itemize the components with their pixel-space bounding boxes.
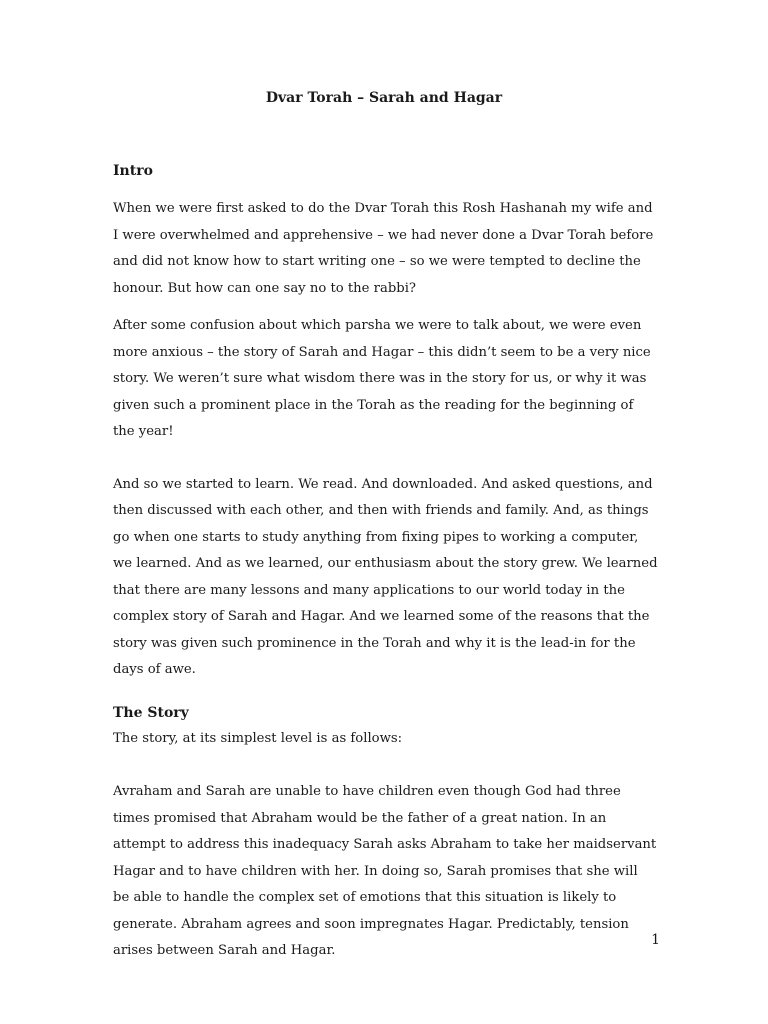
- page-number: 1: [651, 932, 660, 948]
- document-body: [113, 160, 658, 965]
- section-heading-intro: Intro: [113, 163, 153, 179]
- story-paragraph: Avraham and Sarah are unable to have children even though God had three times promised that Abraham would be the father of a great nation. In an attempt to address this inadequacy Sarah asks Abraham to take her maidservant Hagar and to have children with her. In doing so, Sarah promises that she will be able to handle the complex set of emotions that this situation is likely to generate. Abraham agrees and soon impregnates Hagar. Predictably, tension arises between Sarah and Hagar.: [113, 784, 657, 958]
- intro-paragraph-1: When we were first asked to do the Dvar Torah this Rosh Hashanah my wife and I were overwhelmed and apprehensive – we had never done a Dvar Torah before and did not know how to start writing one – so we were tempted to decline the honour. But how can one say no to the rabbi?: [113, 201, 654, 296]
- story-intro: The story, at its simplest level is as follows:: [113, 730, 403, 746]
- intro-paragraph-2: After some confusion about which parsha we were to talk about, we were even more anxious – the story of Sarah and Hagar – this didn’t seem to be a very nice story. We weren’t sure what wisdom there was in the story for us, or why it was given such a prominent place in the Torah as the reading for the beginning of the year!: [113, 318, 651, 439]
- section-heading-story: The Story: [113, 704, 189, 721]
- intro-paragraph-3: And so we started to learn. We read. And downloaded. And asked questions, and then discussed with each other, and then with friends and family. And, as things go when one starts to study anything from fixing pipes to working a computer, we learned. And as we learned, our enthusiasm about the story grew. We learned that there are many lessons and many applications to our world today in the complex story of Sarah and Hagar. And we learned some of the reasons that the story was given such prominence in the Torah and why it is the lead-in for the days of awe.: [113, 476, 658, 677]
- document-title: Dvar Torah – Sarah and Hagar: [265, 90, 503, 106]
